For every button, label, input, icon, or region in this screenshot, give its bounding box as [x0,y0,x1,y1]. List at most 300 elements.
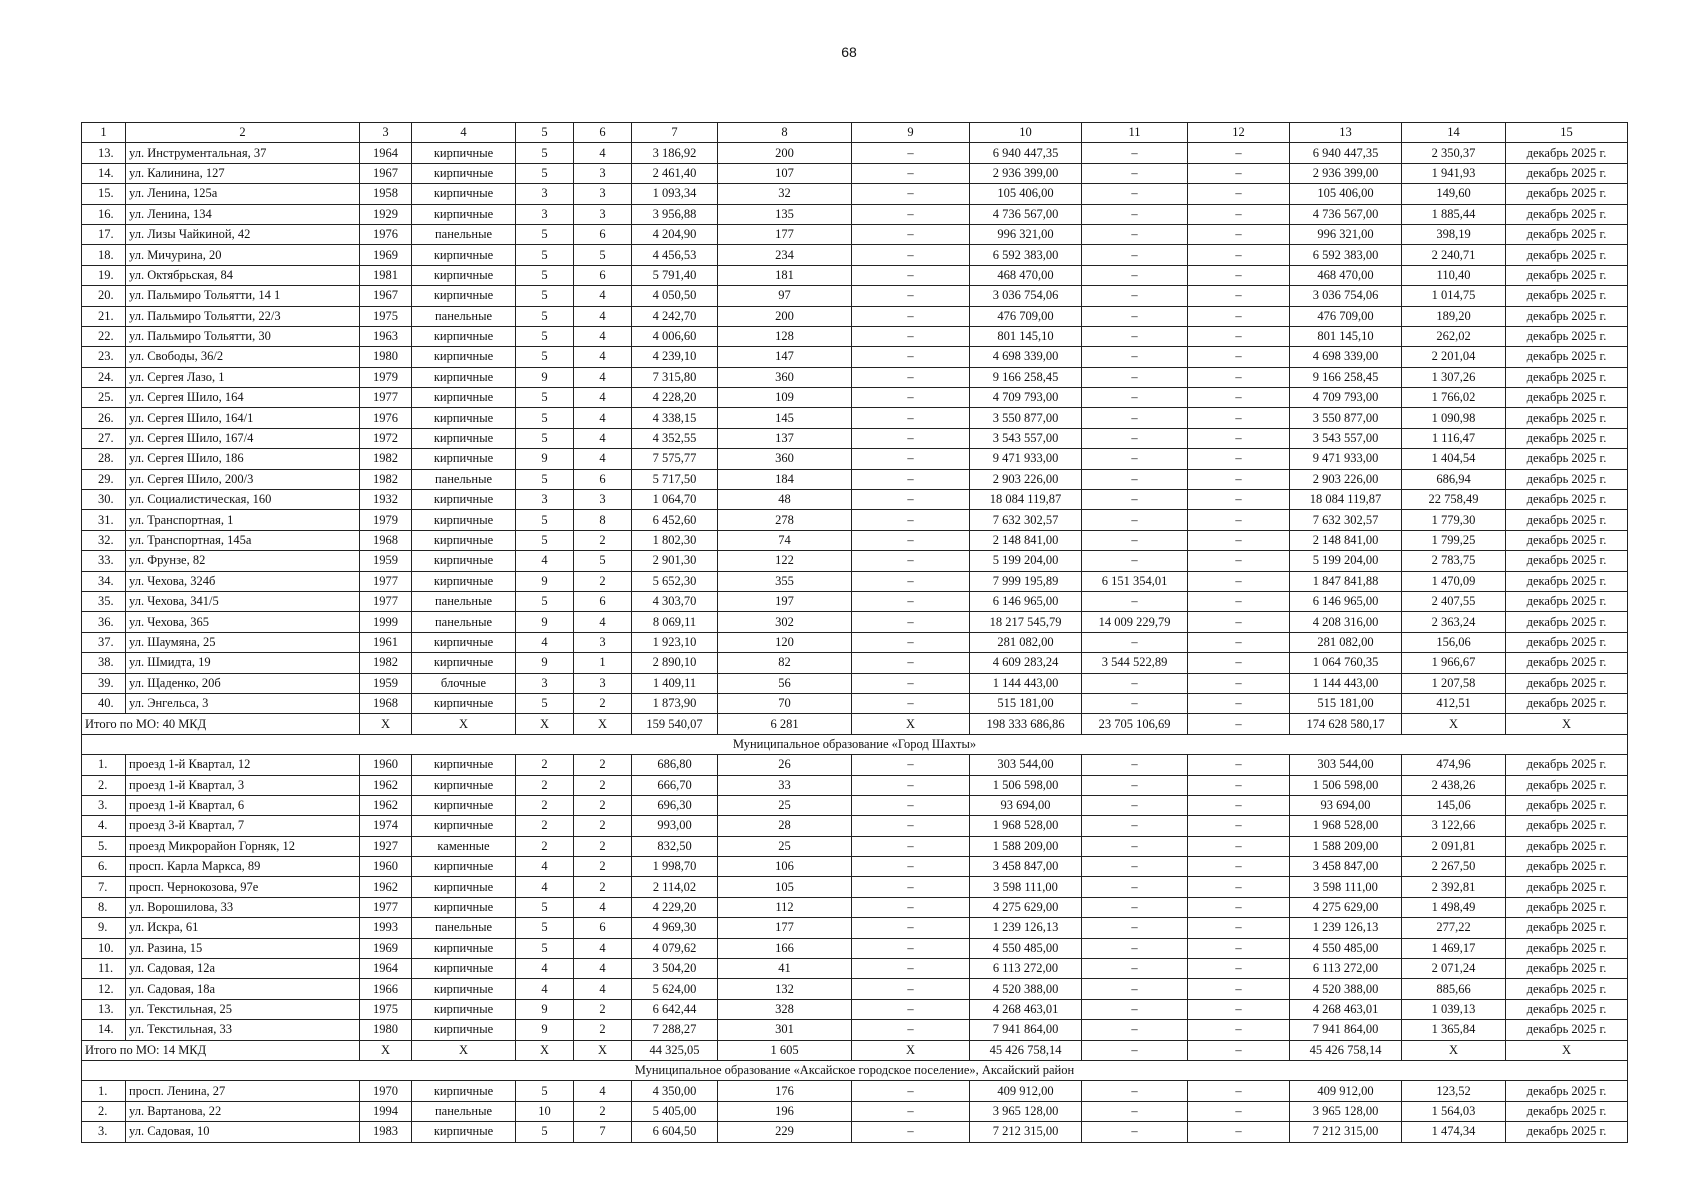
table-cell: 3 186,92 [632,143,718,163]
table-cell: 3 543 557,00 [1290,428,1402,448]
table-cell: 3 504,20 [632,959,718,979]
table-cell: 3 122,66 [1402,816,1506,836]
table-cell: панельные [412,1101,516,1121]
table-cell: 149,60 [1402,184,1506,204]
table-cell: декабрь 2025 г. [1506,1081,1628,1101]
table-cell: 2 [574,877,632,897]
table-row [82,1081,1628,1101]
table-cell: – [1188,999,1290,1019]
table-cell: 181 [718,265,852,285]
row-number: 30. [82,490,126,510]
table-cell: 996 321,00 [1290,224,1402,244]
table-cell: 4 [574,347,632,367]
total-cell: 45 426 758,14 [1290,1040,1402,1060]
table-cell: 145,06 [1402,795,1506,815]
table-cell: кирпичные [412,877,516,897]
table-cell: 1929 [360,204,412,224]
table-row [82,408,1628,428]
table-cell: 468 470,00 [1290,265,1402,285]
table-cell: 2 [574,755,632,775]
table-cell: 4 736 567,00 [970,204,1082,224]
table-cell: – [1188,245,1290,265]
table-cell: – [1188,408,1290,428]
table-cell: 8 069,11 [632,612,718,632]
table-cell: 398,19 [1402,224,1506,244]
table-cell: 1 144 443,00 [970,673,1082,693]
table-cell: – [1188,367,1290,387]
table-cell: – [852,775,970,795]
table-cell: 6 113 272,00 [970,959,1082,979]
table-cell: 4 006,60 [632,326,718,346]
table-cell: 1968 [360,530,412,550]
table-cell: – [852,571,970,591]
address-cell: ул. Разина, 15 [126,938,360,958]
table-cell: – [1188,612,1290,632]
table-cell: 4 456,53 [632,245,718,265]
table-cell: декабрь 2025 г. [1506,1020,1628,1040]
table-cell: 3 036 754,06 [970,286,1082,306]
table-cell: 1932 [360,490,412,510]
address-cell: проезд 1-й Квартал, 6 [126,795,360,815]
table-cell: – [1188,653,1290,673]
table-row [82,469,1628,489]
table-cell: 4 698 339,00 [1290,347,1402,367]
table-cell: – [1082,490,1188,510]
address-cell: проезд 1-й Квартал, 3 [126,775,360,795]
table-cell: 1 365,84 [1402,1020,1506,1040]
table-cell: декабрь 2025 г. [1506,143,1628,163]
table-cell: 1963 [360,326,412,346]
row-number: 21. [82,306,126,326]
table-cell: – [1082,673,1188,693]
total-cell: 6 281 [718,714,852,734]
table-cell: 1994 [360,1101,412,1121]
table-cell: 2 [574,795,632,815]
total-label: Итого по МО: 14 МКД [82,1040,360,1060]
table-cell: 4 [574,1081,632,1101]
table-cell: 3 [574,204,632,224]
table-cell: – [1188,184,1290,204]
table-cell: – [1082,163,1188,183]
table-cell: 6 146 965,00 [1290,591,1402,611]
table-cell: декабрь 2025 г. [1506,632,1628,652]
table-cell: 4 228,20 [632,388,718,408]
total-cell: – [1082,1040,1188,1060]
table-row [82,571,1628,591]
table-cell: 5 624,00 [632,979,718,999]
column-number-6: 6 [574,123,632,143]
table-cell: 4 [574,938,632,958]
table-cell: 5 [516,408,574,428]
table-cell: 18 217 545,79 [970,612,1082,632]
table-cell: 360 [718,449,852,469]
table-cell: 686,80 [632,755,718,775]
column-number-9: 9 [852,123,970,143]
table-cell: – [852,795,970,815]
table-cell: 93 694,00 [1290,795,1402,815]
table-cell: декабрь 2025 г. [1506,224,1628,244]
total-cell: X [574,714,632,734]
table-row [82,979,1628,999]
table-cell: – [1082,306,1188,326]
table-cell: кирпичные [412,551,516,571]
table-cell: 7 212 315,00 [970,1122,1082,1142]
table-cell: кирпичные [412,490,516,510]
table-cell: 4 698 339,00 [970,347,1082,367]
table-cell: 1 404,54 [1402,449,1506,469]
table-cell: – [1082,347,1188,367]
table-cell: 4 [516,857,574,877]
table-cell: 4 [516,959,574,979]
table-row [82,999,1628,1019]
table-cell: – [852,877,970,897]
table-cell: кирпичные [412,1020,516,1040]
table-cell: 4 520 388,00 [970,979,1082,999]
table-cell: 6 113 272,00 [1290,959,1402,979]
address-cell: ул. Лизы Чайкиной, 42 [126,224,360,244]
table-cell: 26 [718,755,852,775]
table-row [82,693,1628,713]
table-cell: 3 [516,184,574,204]
table-cell: кирпичные [412,245,516,265]
total-row [82,1040,1628,1060]
table-cell: 229 [718,1122,852,1142]
address-cell: ул. Свободы, 36/2 [126,347,360,367]
table-cell: – [852,836,970,856]
table-cell: 6 151 354,01 [1082,571,1188,591]
table-cell: кирпичные [412,326,516,346]
table-cell: – [1082,857,1188,877]
table-cell: 105 406,00 [1290,184,1402,204]
address-cell: просп. Ленина, 27 [126,1081,360,1101]
table-cell: декабрь 2025 г. [1506,245,1628,265]
table-cell: – [1082,979,1188,999]
column-number-1: 1 [82,123,126,143]
table-cell: декабрь 2025 г. [1506,775,1628,795]
table-cell: 2 [516,816,574,836]
table-cell: 7 315,80 [632,367,718,387]
table-cell: – [852,347,970,367]
table-cell: 1979 [360,510,412,530]
section-header-row [82,1060,1628,1080]
table-cell: декабрь 2025 г. [1506,857,1628,877]
table-cell: – [852,428,970,448]
table-cell: 9 471 933,00 [1290,449,1402,469]
row-number: 33. [82,551,126,571]
row-number: 12. [82,979,126,999]
table-cell: 4 [574,408,632,428]
table-cell: кирпичные [412,857,516,877]
table-cell: 4 [516,877,574,897]
address-cell: ул. Фрунзе, 82 [126,551,360,571]
table-cell: 5 [574,551,632,571]
table-cell: 281 082,00 [970,632,1082,652]
table-cell: – [852,184,970,204]
address-cell: ул. Чехова, 365 [126,612,360,632]
table-cell: 2 071,24 [1402,959,1506,979]
table-cell: – [1082,551,1188,571]
table-cell: 1 968 528,00 [1290,816,1402,836]
table-cell: 1960 [360,857,412,877]
table-cell: 6 [574,224,632,244]
table-cell: – [852,163,970,183]
table-row [82,1101,1628,1121]
table-cell: кирпичные [412,1122,516,1142]
total-cell: 159 540,07 [632,714,718,734]
table-cell: 4 [574,979,632,999]
column-number-3: 3 [360,123,412,143]
table-cell: – [1082,897,1188,917]
table-cell: 996 321,00 [970,224,1082,244]
table-cell: – [1188,224,1290,244]
row-number: 8. [82,897,126,917]
table-cell: 4 550 485,00 [970,938,1082,958]
column-number-15: 15 [1506,123,1628,143]
table-cell: декабрь 2025 г. [1506,286,1628,306]
table-cell: 4 [574,449,632,469]
table-cell: 4 [516,551,574,571]
table-cell: 1 968 528,00 [970,816,1082,836]
total-cell: X [360,1040,412,1060]
table-cell: 28 [718,816,852,836]
table-cell: 2 [516,795,574,815]
table-cell: 1962 [360,775,412,795]
total-cell: – [1188,1040,1290,1060]
table-cell: 4 [574,612,632,632]
table-cell: 6 592 383,00 [1290,245,1402,265]
address-cell: ул. Сергея Шило, 164/1 [126,408,360,428]
table-cell: 1 506 598,00 [970,775,1082,795]
table-cell: 97 [718,286,852,306]
table-cell: 123,52 [1402,1081,1506,1101]
table-cell: 197 [718,591,852,611]
row-number: 31. [82,510,126,530]
table-cell: – [852,1020,970,1040]
table-cell: декабрь 2025 г. [1506,510,1628,530]
table-cell: 122 [718,551,852,571]
address-cell: ул. Энгельса, 3 [126,693,360,713]
column-number-8: 8 [718,123,852,143]
table-cell: 6 592 383,00 [970,245,1082,265]
row-number: 17. [82,224,126,244]
table-cell: 4 242,70 [632,306,718,326]
table-cell: – [852,265,970,285]
table-cell: 4 208 316,00 [1290,612,1402,632]
table-cell: кирпичные [412,347,516,367]
table-cell: 409 912,00 [970,1081,1082,1101]
total-cell: X [1506,714,1628,734]
table-cell: – [1188,388,1290,408]
table-cell: декабрь 2025 г. [1506,816,1628,836]
table-cell: 1958 [360,184,412,204]
table-cell: – [1188,693,1290,713]
table-row [82,938,1628,958]
table-cell: декабрь 2025 г. [1506,653,1628,673]
table-cell: 7 212 315,00 [1290,1122,1402,1142]
table-cell: 6 452,60 [632,510,718,530]
total-row [82,714,1628,734]
table-cell: – [1188,673,1290,693]
table-cell: 3 [574,490,632,510]
table-cell: декабрь 2025 г. [1506,612,1628,632]
row-number: 4. [82,816,126,836]
table-cell: 196 [718,1101,852,1121]
table-cell: 112 [718,897,852,917]
address-cell: ул. Садовая, 12а [126,959,360,979]
table-cell: – [1188,857,1290,877]
table-cell: 412,51 [1402,693,1506,713]
table-cell: декабрь 2025 г. [1506,755,1628,775]
table-cell: 107 [718,163,852,183]
table-cell: 1 588 209,00 [970,836,1082,856]
table-cell: 1977 [360,897,412,917]
address-cell: ул. Калинина, 127 [126,163,360,183]
table-cell: 7 632 302,57 [1290,510,1402,530]
table-cell: кирпичные [412,795,516,815]
table-cell: кирпичные [412,959,516,979]
table-cell: – [1082,510,1188,530]
table-cell: 5 [516,469,574,489]
table-cell: 1 307,26 [1402,367,1506,387]
table-cell: декабрь 2025 г. [1506,347,1628,367]
table-cell: 156,06 [1402,632,1506,652]
table-cell: 1 873,90 [632,693,718,713]
row-number: 1. [82,755,126,775]
table-cell: декабрь 2025 г. [1506,918,1628,938]
address-cell: ул. Инструментальная, 37 [126,143,360,163]
row-number: 40. [82,693,126,713]
table-cell: декабрь 2025 г. [1506,999,1628,1019]
table-cell: 74 [718,530,852,550]
row-number: 32. [82,530,126,550]
row-number: 7. [82,877,126,897]
table-cell: – [852,143,970,163]
total-cell: X [1402,714,1506,734]
address-cell: ул. Шаумяна, 25 [126,632,360,652]
table-cell: 4 520 388,00 [1290,979,1402,999]
table-cell: 2 267,50 [1402,857,1506,877]
table-cell: 3 [516,490,574,510]
table-cell: декабрь 2025 г. [1506,1101,1628,1121]
table-cell: 2 [574,857,632,877]
table-row [82,204,1628,224]
table-cell: кирпичные [412,775,516,795]
table-cell: 120 [718,632,852,652]
table-cell: – [852,1122,970,1142]
table-row [82,857,1628,877]
total-cell: 44 325,05 [632,1040,718,1060]
table-cell: кирпичные [412,143,516,163]
table-cell: 2 [574,571,632,591]
table-body [82,143,1628,1142]
table-cell: – [1188,265,1290,285]
table-cell: 4 709 793,00 [970,388,1082,408]
table-cell: декабрь 2025 г. [1506,1122,1628,1142]
address-cell: ул. Текстильная, 33 [126,1020,360,1040]
table-cell: декабрь 2025 г. [1506,306,1628,326]
table-cell: панельные [412,469,516,489]
table-cell: 1975 [360,999,412,1019]
table-cell: 184 [718,469,852,489]
table-cell: – [1188,836,1290,856]
table-cell: 6 [574,918,632,938]
table-cell: 1 239 126,13 [1290,918,1402,938]
total-cell: 23 705 106,69 [1082,714,1188,734]
table-cell: 5 [516,224,574,244]
table-cell: – [1188,816,1290,836]
table-cell: декабрь 2025 г. [1506,551,1628,571]
table-cell: – [1188,632,1290,652]
table-cell: 277,22 [1402,918,1506,938]
table-cell: 328 [718,999,852,1019]
address-cell: проезд Микрорайон Горняк, 12 [126,836,360,856]
table-cell: кирпичные [412,428,516,448]
column-number-10: 10 [970,123,1082,143]
column-number-2: 2 [126,123,360,143]
address-cell: просп. Карла Маркса, 89 [126,857,360,877]
table-cell: декабрь 2025 г. [1506,388,1628,408]
table-cell: 3 458 847,00 [1290,857,1402,877]
address-cell: ул. Транспортная, 145а [126,530,360,550]
column-number-header-row [82,123,1628,143]
table-cell: 1999 [360,612,412,632]
row-number: 13. [82,143,126,163]
table-cell: 3 544 522,89 [1082,653,1188,673]
address-cell: ул. Вартанова, 22 [126,1101,360,1121]
table-cell: 3 550 877,00 [970,408,1082,428]
table-cell: – [1082,877,1188,897]
table-cell: 1 799,25 [1402,530,1506,550]
table-cell: 1 564,03 [1402,1101,1506,1121]
address-cell: ул. Мичурина, 20 [126,245,360,265]
table-cell: – [1082,245,1188,265]
table-cell: 1967 [360,286,412,306]
address-cell: ул. Пальмиро Тольятти, 22/3 [126,306,360,326]
column-number-13: 13 [1290,123,1402,143]
table-cell: декабрь 2025 г. [1506,265,1628,285]
table-row [82,775,1628,795]
table-cell: 5 [516,143,574,163]
table-cell: – [852,510,970,530]
table-cell: 4 [574,897,632,917]
table-cell: кирпичные [412,979,516,999]
table-cell: – [1082,428,1188,448]
table-cell: 281 082,00 [1290,632,1402,652]
table-cell: 301 [718,1020,852,1040]
table-cell: 4 275 629,00 [1290,897,1402,917]
table-cell: каменные [412,836,516,856]
table-cell: 9 166 258,45 [970,367,1082,387]
table-cell: – [1188,1101,1290,1121]
table-cell: 2 890,10 [632,653,718,673]
table-cell: – [1082,204,1188,224]
table-cell: 1 885,44 [1402,204,1506,224]
table-cell: – [852,612,970,632]
row-number: 20. [82,286,126,306]
row-number: 11. [82,959,126,979]
table-cell: 5 717,50 [632,469,718,489]
table-cell: 2 [516,775,574,795]
row-number: 14. [82,163,126,183]
table-cell: – [852,388,970,408]
table-row [82,367,1628,387]
table-cell: 1 014,75 [1402,286,1506,306]
table-cell: 105 [718,877,852,897]
table-cell: – [1082,1122,1188,1142]
table-cell: – [1188,204,1290,224]
table-cell: 1 469,17 [1402,938,1506,958]
table-cell: декабрь 2025 г. [1506,571,1628,591]
